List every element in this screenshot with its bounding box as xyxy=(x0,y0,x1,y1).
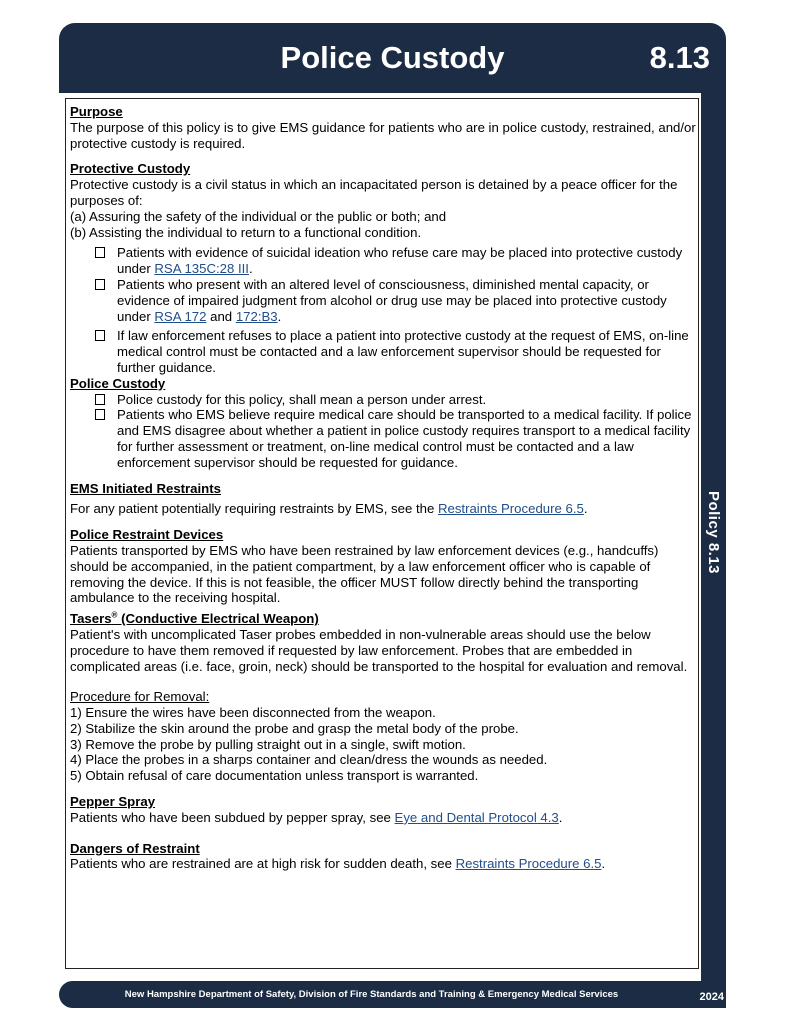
protective-custody-list xyxy=(70,245,698,375)
page-footer xyxy=(59,981,726,1008)
footer-year: 2024 xyxy=(699,991,724,1003)
restraint-devices-text: Patients transported by EMS who have been restrained by law enforcement devices (e.g., handcuffs) should be accompanied, in the patient compartment, by a law enforcement officer who is capable of removing the device. If this is not feasible, the officer MUST follow directly behind the transporting ambulance to the receiving hospital. xyxy=(70,542,659,606)
page-header xyxy=(59,23,726,93)
dangers-section xyxy=(70,841,698,873)
side-tab-label: Policy 8.13 xyxy=(705,490,723,575)
rsa-135c-link[interactable]: RSA 135C:28 III xyxy=(154,261,249,277)
tasers-heading: Tasers® (Conductive Electrical Weapon) xyxy=(70,610,319,627)
protective-custody-heading: Protective Custody xyxy=(70,161,191,177)
list-item: Patients with evidence of suicidal ideation who refuse care may be placed into protective custody under RSA 135C:28 III. xyxy=(94,245,698,277)
checkbox-icon xyxy=(95,330,105,341)
checkbox-icon xyxy=(95,409,105,420)
list-item: Patients who EMS believe require medical care should be transported to a medical facility. If police and EMS disagree about whether a patient in police custody requires transport to a medical facility for further assessment or treatment, on-line medical control must be contacted and a law enforcement supervisor should be requested for guidance. xyxy=(94,407,698,470)
list-item: Patients who present with an altered level of consciousness, diminished mental capacity, or evidence of impaired judgment from alcohol or drug use may be placed into protective custody under RSA 172 and 172:B3. xyxy=(94,277,698,324)
police-custody-section xyxy=(70,376,698,471)
eye-dental-protocol-link[interactable]: Eye and Dental Protocol 4.3 xyxy=(394,809,559,825)
purpose-text: The purpose of this policy is to give EMS guidance for patients who are in police custody, restrained, and/or protective custody is required. xyxy=(70,119,696,151)
registered-mark: ® xyxy=(111,610,118,620)
tasers-section xyxy=(70,611,698,784)
protective-custody-line-b: (b) Assisting the individual to return to a functional condition. xyxy=(70,224,422,240)
tasers-text: Patient's with uncomplicated Taser probes embedded in non-vulnerable areas should use the below procedure to have them removed if requested by law enforcement. Probes that are embedded in complicated areas (i.e. face, groin, neck) should be transported to the hospital for evaluation and removal. xyxy=(70,626,688,674)
protective-custody-section xyxy=(70,161,698,375)
pepper-spray-heading: Pepper Spray xyxy=(70,794,156,810)
procedure-step: 2) Stabilize the skin around the probe and grasp the metal body of the probe. xyxy=(70,720,519,736)
pepper-spray-text: Patients who have been subdued by pepper spray, see Eye and Dental Protocol 4.3. xyxy=(70,809,563,825)
side-tab xyxy=(703,480,725,585)
policy-number: 8.13 xyxy=(649,40,710,75)
rsa-172-link[interactable]: RSA 172 xyxy=(154,308,207,324)
protective-custody-line-a: (a) Assuring the safety of the individual or the public or both; and xyxy=(70,208,447,224)
policy-content xyxy=(70,104,698,872)
procedure-step: 4) Place the probes in a sharps container and clean/dress the wounds as needed. xyxy=(70,752,548,768)
procedure-step: 3) Remove the probe by pulling straight out in a single, swift motion. xyxy=(70,736,466,752)
checkbox-icon xyxy=(95,247,105,258)
police-custody-list xyxy=(70,392,698,471)
footer-text: New Hampshire Department of Safety, Division of Fire Standards and Training & Emergency Medical Services xyxy=(124,989,619,1000)
protective-custody-text: Protective custody is a civil status in which an incapacitated person is detained by a peace officer for the purposes of: xyxy=(70,177,678,208)
dangers-heading: Dangers of Restraint xyxy=(70,840,200,856)
restraints-procedure-link[interactable]: Restraints Procedure 6.5 xyxy=(455,856,602,872)
purpose-section xyxy=(70,104,698,151)
pepper-spray-section xyxy=(70,794,698,826)
ems-restraints-text: For any patient potentially requiring restraints by EMS, see the Restraints Procedure 6.5. xyxy=(70,501,588,517)
ems-restraints-section xyxy=(70,481,698,518)
page-title: Police Custody xyxy=(280,40,505,75)
dangers-text: Patients who are restrained are at high risk for sudden death, see Restraints Procedure 6.5. xyxy=(70,856,606,872)
restraint-devices-section xyxy=(70,527,698,606)
restraint-devices-heading: Police Restraint Devices xyxy=(70,527,224,543)
rsa-172-b3-link[interactable]: 172:B3 xyxy=(235,308,278,324)
procedure-step: 1) Ensure the wires have been disconnected from the weapon. xyxy=(70,705,436,721)
list-item: Police custody for this policy, shall mean a person under arrest. xyxy=(94,392,698,408)
list-item: If law enforcement refuses to place a patient into protective custody at the request of EMS, on-line medical control must be contacted and a law enforcement supervisor should be requested for further guidance. xyxy=(94,328,698,375)
checkbox-icon xyxy=(95,394,105,405)
purpose-heading: Purpose xyxy=(70,104,123,119)
procedure-step: 5) Obtain refusal of care documentation unless transport is warranted. xyxy=(70,768,479,784)
restraints-procedure-link[interactable]: Restraints Procedure 6.5 xyxy=(437,501,584,517)
ems-restraints-heading: EMS Initiated Restraints xyxy=(70,480,221,496)
procedure-heading: Procedure for Removal: xyxy=(70,689,210,705)
checkbox-icon xyxy=(95,279,105,290)
police-custody-heading: Police Custody xyxy=(70,375,166,391)
